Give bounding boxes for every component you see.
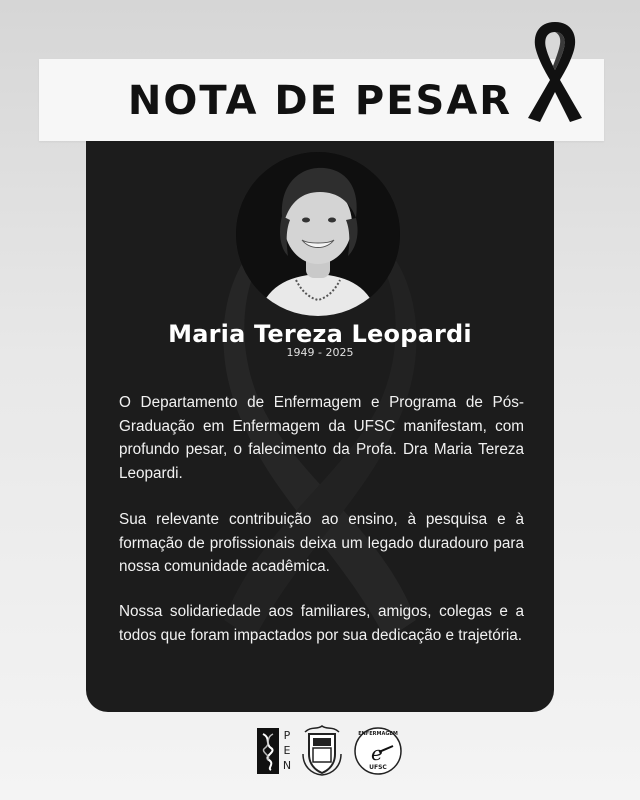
pen-letter: P — [283, 729, 291, 742]
svg-text:e: e — [371, 741, 383, 765]
mourning-ribbon-icon — [520, 18, 590, 124]
ufsc-label: UFSC — [369, 764, 387, 771]
pen-letters — [281, 728, 293, 774]
portrait-illustration — [236, 152, 400, 316]
pen-logo — [257, 728, 291, 774]
enfermagem-label: ENFERMAGEM — [358, 731, 398, 737]
enfermagem-ufsc-logo — [353, 724, 403, 776]
paragraph-solidarity: Nossa solidariedade aos familiares, amigos, colegas e a todos que foram impactados por sua dedicação e trajetória. — [119, 603, 524, 644]
portrait-photo — [236, 152, 400, 316]
pen-letter: E — [283, 744, 291, 757]
pen-letter: N — [282, 759, 292, 772]
paragraph-legacy: Sua relevante contribuição ao ensino, à pesquisa e à formação de profissionais deixa um legado duradouro para nossa comunidade acadêmica. — [119, 511, 524, 575]
ufsc-crest-icon — [301, 724, 343, 776]
institution-logos — [257, 724, 403, 778]
page-title: NOTA DE PESAR — [127, 78, 513, 124]
person-years: 1949 - 2025 — [286, 346, 354, 359]
paragraph-announcement: O Departamento de Enfermagem e Programa de Pós-Graduação em Enfermagem da UFSC manifestam, com profundo pesar, o falecimento da Profa. Dra Maria Tereza Leopardi. — [119, 394, 524, 482]
person-name: Maria Tereza Leopardi — [168, 320, 472, 348]
pen-logo-icon — [257, 728, 279, 774]
